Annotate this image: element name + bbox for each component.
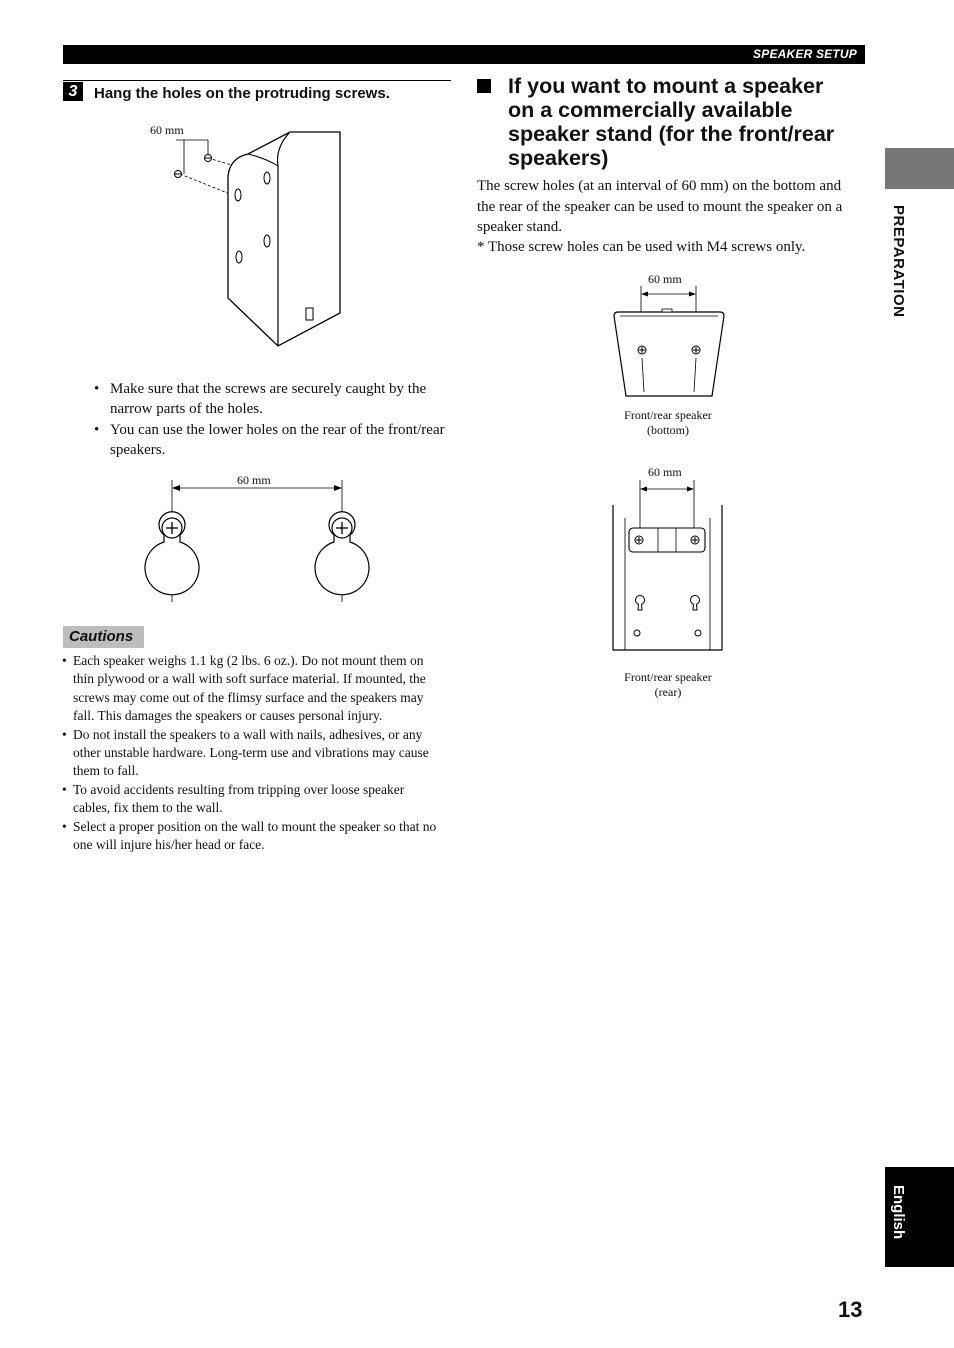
chapter-tab-marker [885, 148, 954, 189]
section-marker [477, 79, 491, 93]
list-item: • Do not install the speakers to a wall with nails, adhesives, or any other unstable hardware. Long-term use and vibrations may cause them to fall. [62, 726, 444, 781]
keyhole-icon [315, 512, 369, 595]
page-number: 13 [838, 1297, 863, 1322]
keyhole-spacing-label: 60 mm [237, 473, 271, 487]
section-note: * Those screw holes can be used with M4 screws only. [477, 239, 806, 255]
section-body: The screw holes (at an interval of 60 mm) on the bottom and the rear of the speaker can be used to mount the speaker on a speaker stand. [477, 178, 843, 235]
rear-caption-line2: (rear) [654, 685, 682, 699]
screw-hole-icon [638, 346, 646, 354]
rear-spacing-label: 60 mm [648, 465, 682, 479]
chapter-label: PREPARATION [890, 205, 907, 318]
screw-hole-icon [635, 536, 643, 544]
cautions-heading: Cautions [63, 626, 144, 648]
bottom-spacing-label: 60 mm [648, 272, 682, 286]
list-item: • Make sure that the screws are securely caught by the narrow parts of the holes. [92, 379, 447, 419]
step-instruction: Hang the holes on the protruding screws. [94, 85, 390, 102]
screw-hole-icon [692, 346, 700, 354]
step-number: 3 [63, 82, 83, 101]
screw-hole-icon [691, 536, 699, 544]
speaker-rear-figure [600, 460, 740, 705]
list-item: • To avoid accidents resulting from tripping over loose speaker cables, fix them to the wall. [62, 781, 444, 818]
step-rule [63, 80, 451, 81]
keyhole-icon [691, 596, 700, 611]
section-title: If you want to mount a speaker on a commercially available speaker stand (for the front/rear speakers) [508, 74, 835, 170]
list-item: • Select a proper position on the wall to mount the speaker so that no one will injure his/her head or face. [62, 818, 444, 855]
language-tab [885, 1167, 954, 1267]
bottom-caption-line2: (bottom) [647, 423, 689, 437]
list-item: • You can use the lower holes on the rear of the front/rear speakers. [92, 420, 447, 460]
bottom-caption-line1: Front/rear speaker [624, 408, 712, 422]
keyhole-icon [145, 512, 199, 595]
speaker-mount-illustration [140, 118, 360, 353]
screw-icon [175, 171, 182, 178]
cautions-list [62, 652, 444, 854]
logo-icon [306, 308, 313, 320]
screw-spacing-label: 60 mm [150, 123, 184, 137]
section-header: SPEAKER SETUP [753, 47, 857, 61]
keyhole-diagram [140, 470, 380, 610]
language-label: English [890, 1185, 907, 1240]
header-bar [63, 45, 865, 64]
speaker-bottom-figure [600, 268, 740, 443]
mounting-tips [92, 379, 447, 461]
list-item: • Each speaker weighs 1.1 kg (2 lbs. 6 oz.). Do not mount them on thin plywood or a wall with soft surface material. If mounted, the screws may come out of the flimsy surface and the speakers may fall. This damages the speakers or causes personal injury. [62, 652, 444, 726]
screw-icon [205, 155, 212, 162]
keyhole-icon [636, 596, 645, 611]
rear-caption-line1: Front/rear speaker [624, 670, 712, 684]
